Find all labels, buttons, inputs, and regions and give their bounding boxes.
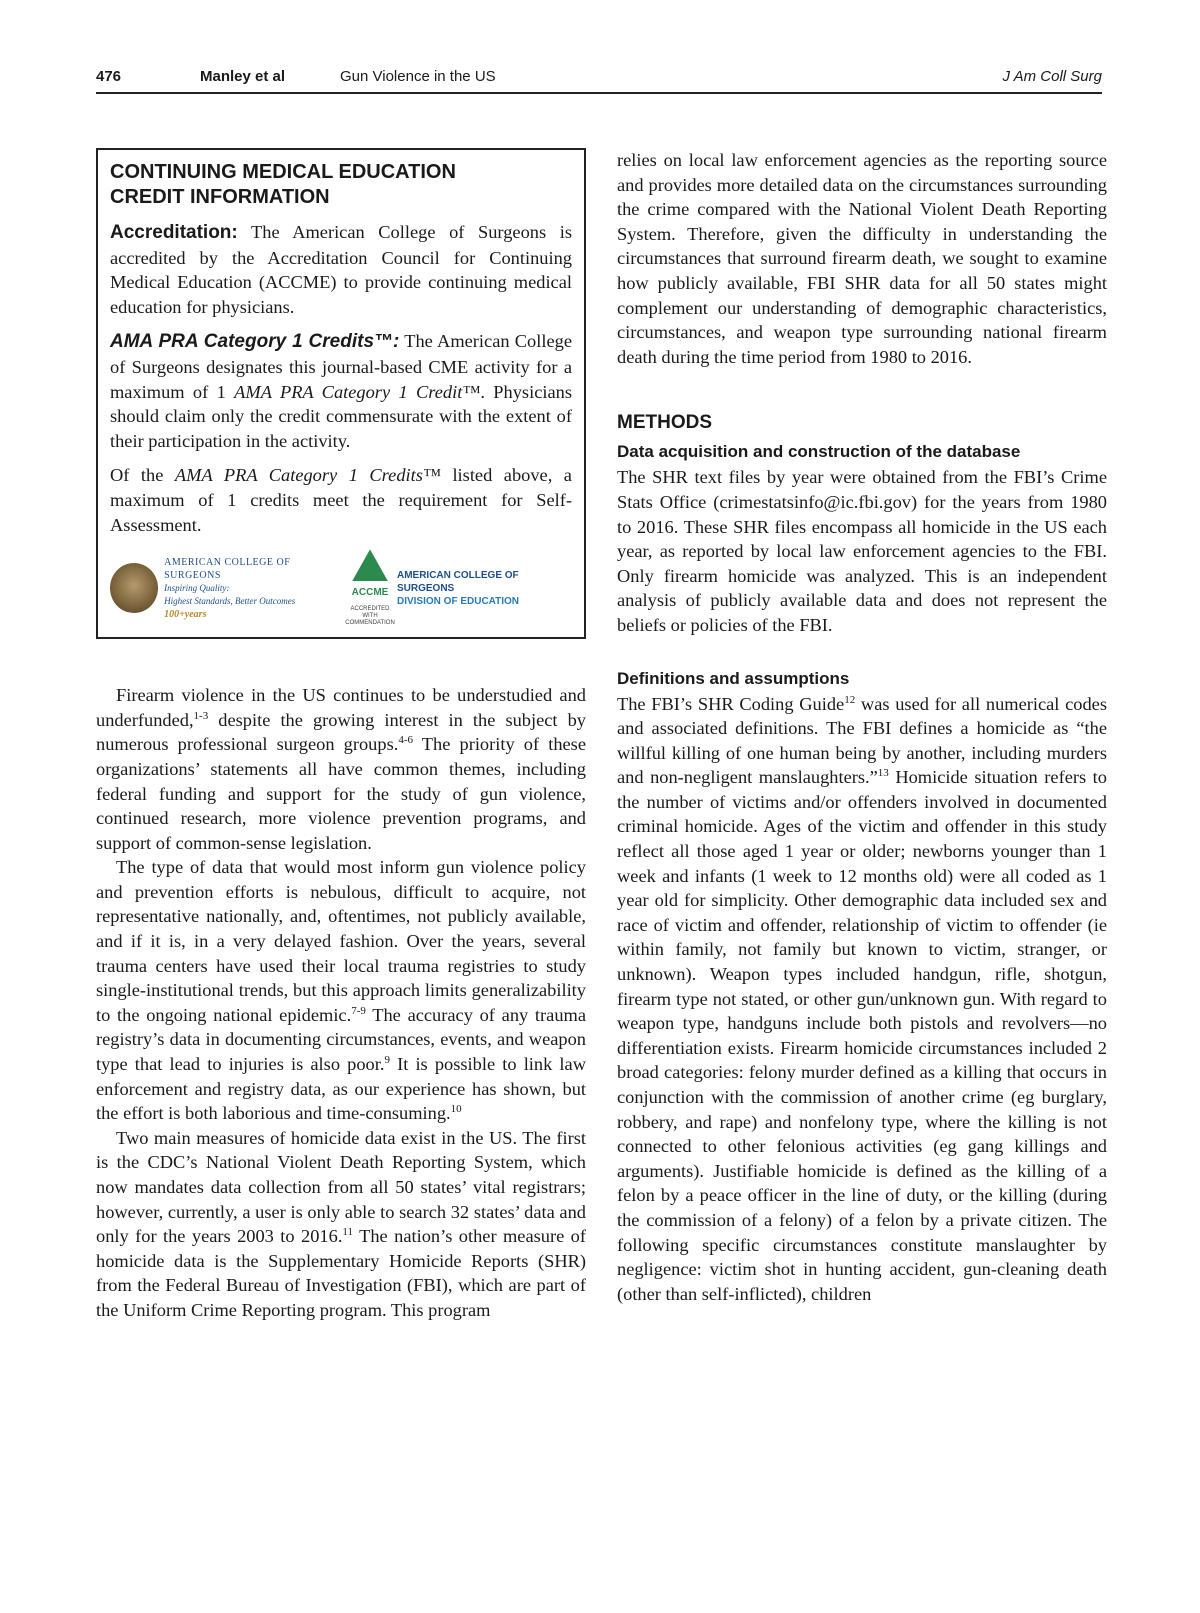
acs-logo bbox=[110, 556, 343, 621]
intro-paragraph-1 bbox=[96, 683, 586, 855]
text-run: despite the growing interest in the subject by numerous professional surgeon groups. bbox=[96, 709, 586, 755]
ama-credits-paragraph bbox=[110, 329, 572, 453]
accreditation-paragraph bbox=[110, 220, 572, 319]
acs-seal-icon bbox=[110, 563, 158, 613]
self-text-a: Of the bbox=[110, 465, 164, 486]
citation-ref: 7-9 bbox=[351, 1004, 366, 1017]
accme-logo-sub2: COMMENDATION bbox=[345, 619, 395, 626]
ama-text-a: The American College of Surgeons designates this journal-based CME activity for a maximum of 1 bbox=[110, 331, 572, 402]
citation-ref: 11 bbox=[342, 1226, 354, 1239]
text-run: was used for all numerical codes and associated definitions. The FBI defines a homicide as “the willful killing of one human being by another, including murders and non-negligent manslaughters.” bbox=[617, 693, 1107, 788]
cme-title-line1: CONTINUING MEDICAL EDUCATION bbox=[110, 161, 456, 183]
journal-name: J Am Coll Surg bbox=[1002, 68, 1102, 85]
accme-logo-name: ACCME bbox=[351, 587, 389, 599]
citation-ref: 4-6 bbox=[398, 734, 413, 747]
methods-heading: METHODS bbox=[617, 412, 712, 434]
citation-ref: 1-3 bbox=[193, 709, 209, 722]
left-column bbox=[96, 148, 586, 1323]
accreditation-text: The American College of Surgeons is accredited by the Accreditation Council for Continuing Medical Education (ACCME) to provide continuing medical education for physicians. bbox=[110, 222, 572, 317]
intro-paragraph-continued: relies on local law enforcement agencies as the reporting source and provides more detailed data on the circumstances surrounding the crime compared with the National Violent Death Reporting System. Therefore, given the difficulty in understanding the circumstances that surround firearm death, we sought to examine how publicly available, FBI SHR data for all 50 states might complement our understanding of demographic characteristics, circumstances, and weapon type surrounding national firearm death during the time period from 1980 to 2016. bbox=[617, 150, 1107, 367]
ama-credits-label: AMA PRA Category 1 Credits™: bbox=[110, 331, 400, 353]
intro-paragraph-2 bbox=[96, 855, 586, 1126]
ama-text-c: . Physicians should claim only the credit commensurate with the extent of their participation in the activity. bbox=[110, 381, 572, 451]
data-acquisition-heading: Data acquisition and construction of the database bbox=[617, 442, 1021, 462]
running-header bbox=[96, 64, 1102, 94]
data-acquisition-paragraph: The SHR text files by year were obtained from the FBI’s Crime Stats Office (crimestatsinfo@ic.fbi.gov) for the years from 1980 to 2016. These SHR files encompass all homicide in the US each year, as reported by local law enforcement agencies to the FBI. Only firearm homicide was analyzed. This is an independent analysis of publicly available data and does not represent the beliefs or policies of the FBI. bbox=[617, 467, 1107, 635]
cme-title-line2: CREDIT INFORMATION bbox=[110, 186, 330, 208]
acs-logo-years: 100+years bbox=[164, 608, 207, 620]
acs-logo-tagline2: Highest Standards, Better Outcomes bbox=[164, 595, 296, 606]
accme-logo-sub1: ACCREDITED WITH bbox=[350, 605, 390, 619]
acs-logo-name: AMERICAN COLLEGE OF SURGEONS bbox=[164, 556, 291, 581]
acs-logo-tagline1: Inspiring Quality: bbox=[164, 582, 230, 593]
citation-ref: 10 bbox=[450, 1103, 462, 1116]
page-number: 476 bbox=[96, 68, 122, 85]
citation-ref: 12 bbox=[844, 693, 856, 706]
text-run: The accuracy of any trauma registry’s data in documenting circumstances, events, and weapon type that lead to injuries is also poor. bbox=[96, 1004, 586, 1075]
accreditation-label: Accreditation: bbox=[110, 222, 238, 243]
text-run: Homicide situation refers to the number of victims and/or offenders involved in documented criminal homicide. Ages of the victim and offender in this study reflect all those aged 1 year or older; newborns younger than 1 week and infants (1 week to 12 months old) were all coded as 1 year old for simplicity. Other demographic data included sex and race of victim and offender, relationship of victim to offender (ie within family, not family but known to victim, stranger, or unknown). Weapon types included handgun, rifle, shotgun, firearm type not stated, or other gun/unknown gun. With regard to weapon type, handguns include both pistols and revolvers—no differentiation exists. Firearm homicide circumstances included 2 broad categories: felony murder defined as a killing that occurs in conjunction with the commission of another crime (eg burglary, robbery, and rape) and nonfelony type, where the killing is not connected to other felonious activities (eg gang killings and arguments). Justifiable homicide is defined as the killing of a felon by a peace officer in the line of duty, or the killing (during the commission of a felony) of a felon by a private citizen. The following specific circumstances constitute manslaughter by negligence: victim shot in hunting accident, gun-cleaning death (other than self-inflicted), children bbox=[617, 767, 1107, 1304]
text-run: The priority of these organizations’ statements all have common themes, including federal funding and support for the study of gun violence, continued research, more violence prevention programs, and support of common-sense legislation. bbox=[96, 734, 586, 853]
self-assessment-paragraph bbox=[110, 463, 572, 537]
text-run: Two main measures of homicide data exist in the US. The first is the CDC’s National Violent Death Reporting System, which now mandates data collection from all 50 states’ vital registrars; however, currently, a user is only able to search 32 states’ data and only for the years 2003 to 2016. bbox=[96, 1127, 586, 1247]
cme-credit-box bbox=[96, 148, 586, 639]
intro-paragraph-3 bbox=[96, 1126, 586, 1323]
accme-logo bbox=[343, 549, 397, 627]
division-logo-line1: AMERICAN COLLEGE OF SURGEONS bbox=[396, 569, 519, 594]
citation-ref: 13 bbox=[877, 767, 889, 780]
running-title: Gun Violence in the US bbox=[340, 68, 496, 85]
division-of-education-logo bbox=[397, 569, 572, 608]
self-text-c: listed above, a maximum of 1 credits meet the requirement for Self-Assessment. bbox=[110, 465, 572, 535]
text-run: The nation’s other measure of homicide data is the Supplementary Homicide Reports (SHR) from the Federal Bureau of Investigation (FBI), which are part of the Uniform Crime Reporting program. This program bbox=[96, 1226, 586, 1320]
division-logo-line2: DIVISION OF EDUCATION bbox=[396, 595, 520, 607]
accreditation-logos bbox=[110, 551, 572, 625]
definitions-heading: Definitions and assumptions bbox=[617, 668, 850, 688]
text-run: The FBI’s SHR Coding Guide bbox=[617, 693, 845, 714]
accme-triangle-icon bbox=[352, 549, 388, 581]
text-run: The type of data that would most inform gun violence policy and prevention efforts is nebulous, difficult to acquire, not representative nationally, and, oftentimes, not publicly available, and if it is, in a very delayed fashion. Over the years, several trauma centers have used their local trauma registries to study single-institutional trends, but this approach limits generalizability to the ongoing national epidemic. bbox=[96, 857, 586, 1025]
ama-text-b: AMA PRA Category 1 Credit™ bbox=[234, 381, 481, 402]
citation-ref: 9 bbox=[384, 1053, 390, 1066]
text-run: Firearm violence in the US continues to be understudied and underfunded, bbox=[96, 685, 586, 730]
definitions-paragraph bbox=[617, 692, 1107, 1307]
right-column bbox=[617, 148, 1107, 1306]
running-authors: Manley et al bbox=[200, 68, 286, 85]
text-run: It is possible to link law enforcement and registry data, as our experience has shown, but the effort is both laborious and time-consuming. bbox=[96, 1054, 586, 1124]
self-text-b: AMA PRA Category 1 Credits™ bbox=[174, 465, 441, 486]
cme-title bbox=[110, 160, 572, 210]
